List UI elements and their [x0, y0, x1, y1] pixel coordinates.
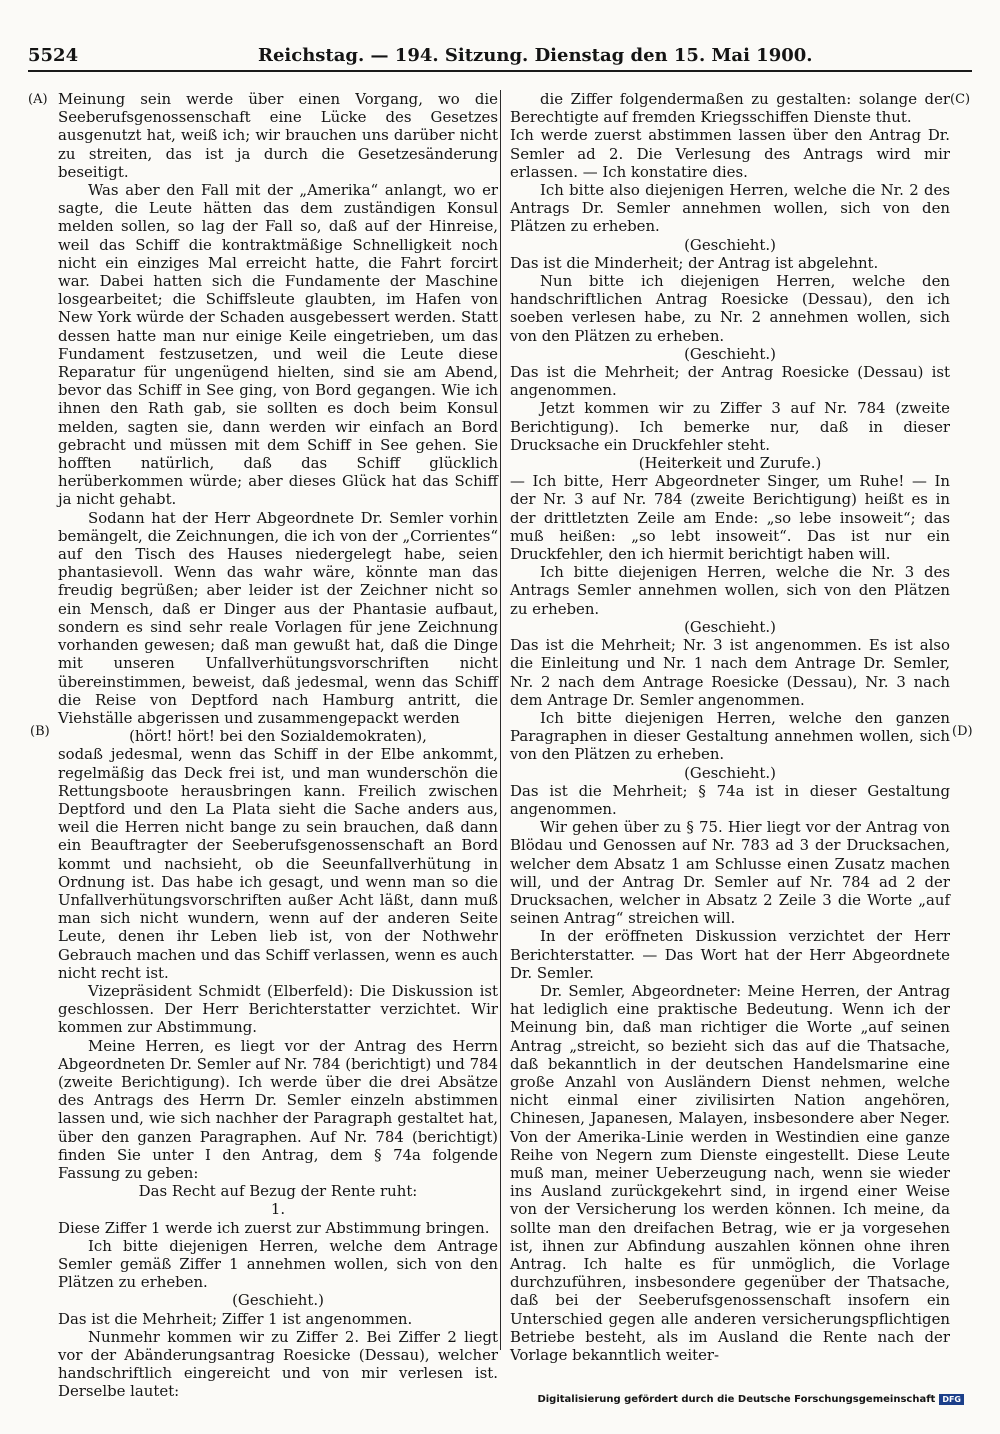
paragraph: Vizepräsident Schmidt (Elberfeld): Die Diskussion ist geschlossen. Der Herr Berichterstatter verzichtet. Wir kommen zur Abstimmung.	[58, 981, 498, 1037]
left-text-column	[58, 90, 498, 1401]
paragraph: Das ist die Minderheit; der Antrag ist abgelehnt.	[510, 253, 879, 272]
paragraph: Ich bitte diejenigen Herren, welche dem Antrage Semler gemäß Ziffer 1 annehmen wollen, sich von den Plätzen zu erheben.	[58, 1236, 498, 1292]
paragraph: Das ist die Mehrheit; Nr. 3 ist angenommen. Es ist also die Einleitung und Nr. 1 nach dem Antrage Dr. Semler, Nr. 2 nach dem Antrage Roesicke (Dessau), Nr. 3 nach dem Antrage Dr. Semler angenommen.	[510, 636, 950, 709]
paragraph: (Geschieht.)	[684, 344, 776, 363]
paragraph: Das Recht auf Bezug der Rente ruht:	[138, 1182, 418, 1201]
paragraph: Jetzt kommen wir zu Ziffer 3 auf Nr. 784 (zweite Berichtigung). Ich bemerke nur, daß in dieser Drucksache ein Druckfehler steht.	[510, 399, 950, 454]
digitization-footer	[537, 1394, 964, 1405]
paragraph: (Heiterkeit und Zurufe.)	[638, 454, 822, 473]
paragraph: Das ist die Mehrheit; § 74a ist in dieser Gestaltung angenommen.	[510, 781, 950, 818]
paragraph: die Ziffer folgendermaßen zu gestalten: solange der Berechtigte auf fremden Kriegsschiffen Dienste thut.	[510, 90, 950, 127]
page-number: 5524	[28, 45, 79, 66]
paragraph: Sodann hat der Herr Abgeordnete Dr. Semler vorhin bemängelt, die Zeichnungen, die ich von der „Corrientes“ auf den Tisch des Hauses niedergelegt habe, seien phantasievoll. Wenn das wahr wäre, könnte man das freudig begrüßen; aber leider ist der Zeichner nicht so ein Mensch, daß er Dinger aus der Phantasie aufbaut, sondern es sind sehr reale Vorlagen für jene Zeichnung vorhanden gewesen; daß man gewußt hat, daß die Dinge mit unseren Unfallverhütungsvorschriften nicht übereinstimmen, beweist, daß jedesmal, wenn das Schiff die Reise von Deptford nach Hamburg antritt, die Viehställe abgerissen und zusammengepackt werden	[58, 508, 498, 727]
paragraph: Das ist die Mehrheit; der Antrag Roesicke (Dessau) ist angenommen.	[510, 363, 950, 400]
paragraph: Ich werde zuerst abstimmen lassen über den Antrag Dr. Semler ad 2. Die Verlesung des Antrags wird mir erlassen. — Ich konstatire dies.	[510, 126, 950, 181]
paragraph: Nun bitte ich diejenigen Herren, welche den handschriftlichen Antrag Roesicke (Dessau), den ich soeben verlesen habe, zu Nr. 2 annehmen wollen, sich von den Plätzen zu erheben.	[510, 272, 950, 345]
paragraph: Meine Herren, es liegt vor der Antrag des Herrn Abgeordneten Dr. Semler auf Nr. 784 (berichtigt) und 784 (zweite Berichtigung). Ich werde über die drei Absätze des Antrags des Herrn Dr. Semler einzeln abstimmen lassen und, wie sich nachher der Paragraph gestaltet hat, über den ganzen Paragraphen. Auf Nr. 784 (berichtigt) finden Sie unter I den Antrag, dem § 74a folgende Fassung zu geben:	[58, 1036, 498, 1182]
paragraph: In der eröffneten Diskussion verzichtet der Herr Berichterstatter. — Das Wort hat der Herr Abgeordnete Dr. Semler.	[510, 927, 950, 982]
running-head-title: Reichstag. — 194. Sitzung. Dienstag den 15. Mai 1900.	[258, 45, 813, 66]
paragraph: 1.	[270, 1200, 286, 1219]
paragraph: sodaß jedesmal, wenn das Schiff in der Elbe ankommt, regelmäßig das Deck frei ist, und man wunderschön die Rettungsboote herausbringen kann. Freilich zwischen Deptford und den La Plata sieht die Sache anders aus, weil die Herren nicht bange zu sein brauchen, daß dann ein Beauftragter der Seeberufsgenossenschaft an Bord kommt und nachsieht, ob die Seeunfallverhütung in Ordnung ist. Das habe ich gesagt, und wenn man so die Unfallverhütungsvorschriften außer Acht läßt, dann muß man sich nicht wundern, wenn auf der anderen Seite Leute, denen ihr Leben lieb ist, von der Nothwehr Gebrauch machen und das Schiff verlassen, wenn es auch nicht recht ist.	[58, 745, 498, 982]
paragraph: Wir gehen über zu § 75. Hier liegt vor der Antrag von Blödau und Genossen auf Nr. 783 ad 3 der Drucksachen, welcher dem Absatz 1 am Schlusse einen Zusatz machen will, und der Antrag Dr. Semler auf Nr. 784 ad 2 der Drucksachen, welcher in Absatz 2 Zeile 3 die Worte „auf seinen Antrag“ streichen will.	[510, 818, 950, 928]
margin-mark-a: (A)	[28, 92, 48, 107]
paragraph: Diese Ziffer 1 werde ich zuerst zur Abstimmung bringen.	[58, 1218, 490, 1237]
paragraph: Ich bitte diejenigen Herren, welche die Nr. 3 des Antrags Semler annehmen wollen, sich von den Plätzen zu erheben.	[510, 563, 950, 618]
paragraph: (hört! hört! bei den Sozialdemokraten),	[129, 727, 427, 746]
margin-mark-c: (C)	[950, 92, 971, 107]
running-header	[28, 45, 972, 71]
paragraph: Ich bitte also diejenigen Herren, welche die Nr. 2 des Antrags Dr. Semler annehmen wollen, sich von den Plätzen zu erheben.	[510, 181, 950, 236]
paragraph: Was aber den Fall mit der „Amerika“ anlangt, wo er sagte, die Leute hätten das dem zuständigen Konsul melden sollen, so lag der Fall so, daß auf der Hinreise, weil das Schiff die kontraktmäßige Schnelligkeit noch nicht ein einziges Mal erreicht hatte, die Fahrt forcirt war. Dabei hatten sich die Fundamente der Maschine losgearbeitet; die Schiffsleute glaubten, im Hafen von New York würde der Schaden ausgebessert werden. Statt dessen hatte man nur einige Keile eingetrieben, um das Fundament festzusetzen, und weil die Leute diese Reparatur für ungenügend hielten, sind sie am Abend, bevor das Schiff in See ging, von Bord gegangen. Wie ich ihnen den Rath gab, sie sollten es doch beim Konsul melden, sagten sie, dann werden wir einfach an Bord gebracht und müssen mit dem Schiff in See gehen. Sie hofften natürlich, daß das Schiff glücklich herüberkommen würde; aber dieses Glück hat das Schiff ja nicht gehabt.	[58, 181, 498, 509]
paragraph: (Geschieht.)	[684, 617, 776, 636]
margin-mark-d: (D)	[952, 724, 973, 739]
paragraph: Ich bitte diejenigen Herren, welche den ganzen Paragraphen in dieser Gestaltung annehmen wollen, sich von den Plätzen zu erheben.	[510, 708, 950, 764]
footer-credit: Digitalisierung gefördert durch die Deutsche Forschungsgemeinschaft	[537, 1394, 936, 1405]
paragraph: (Geschieht.)	[684, 235, 776, 254]
column-divider	[500, 90, 501, 1350]
paragraph: (Geschieht.)	[232, 1291, 324, 1310]
header-rule	[28, 70, 972, 72]
paragraph: (Geschieht.)	[684, 763, 776, 782]
paragraph: Nunmehr kommen wir zu Ziffer 2. Bei Ziffer 2 liegt vor der Abänderungsantrag Roesicke (Dessau), welcher handschriftlich eingereicht und von mir verlesen ist. Derselbe lautet:	[58, 1327, 498, 1401]
paragraph: — Ich bitte, Herr Abgeordneter Singer, um Ruhe! — In der Nr. 3 auf Nr. 784 (zweite Berichtigung) heißt es in der drittletzten Zeile am Ende: „so lebe insoweit“; das muß heißen: „so lebt insoweit“. Das ist nur ein Druckfehler, den ich hiermit berichtigt haben will.	[510, 472, 950, 564]
right-text-column	[510, 90, 950, 1365]
margin-mark-b: (B)	[30, 724, 50, 739]
dfg-logo: DFG	[939, 1394, 964, 1405]
paragraph: Dr. Semler, Abgeordneter: Meine Herren, der Antrag hat lediglich eine praktische Bedeutung. Wenn ich der Meinung bin, daß man richtiger die Worte „auf seinen Antrag „streicht, so bezieht sich das auf die Thatsache, daß bekanntlich in der deutschen Handelsmarine eine große Anzahl von Ausländern Dienst nehmen, welche nicht einmal einer zivilisirten Nation angehören, Chinesen, Japanesen, Malayen, insbesondere aber Neger. Von der Amerika-Linie werden in Westindien eine ganze Reihe von Negern zum Dienste eingestellt. Diese Leute muß man, meiner Ueberzeugung nach, wenn sie wieder ins Ausland zurückgekehrt sind, in irgend einer Weise von der Versicherung los werden können. Ich meine, da sollte man den dreifachen Betrag, wie er ja vorgesehen ist, ihnen zur Abfindung auszahlen können ohne ihren Antrag. Ich halte es für unmöglich, die Vorlage durchzuführen, insbesondere gegenüber der Thatsache, daß bei der Seeberufsgenossenschaft insofern ein Unterschied gegen alle anderen versicherungspflichtigen Betriebe besteht, als im Ausland die Rente nach der Vorlage bekanntlich weiter-	[510, 981, 950, 1365]
paragraph: Meinung sein werde über einen Vorgang, wo die Seeberufsgenossenschaft eine Lücke des Gesetzes ausgenutzt hat, weiß ich; wir brauchen uns darüber nicht zu streiten, das ist ja durch die Gesetzesänderung beseitigt.	[58, 90, 498, 181]
paragraph: Das ist die Mehrheit; Ziffer 1 ist angenommen.	[58, 1309, 413, 1328]
